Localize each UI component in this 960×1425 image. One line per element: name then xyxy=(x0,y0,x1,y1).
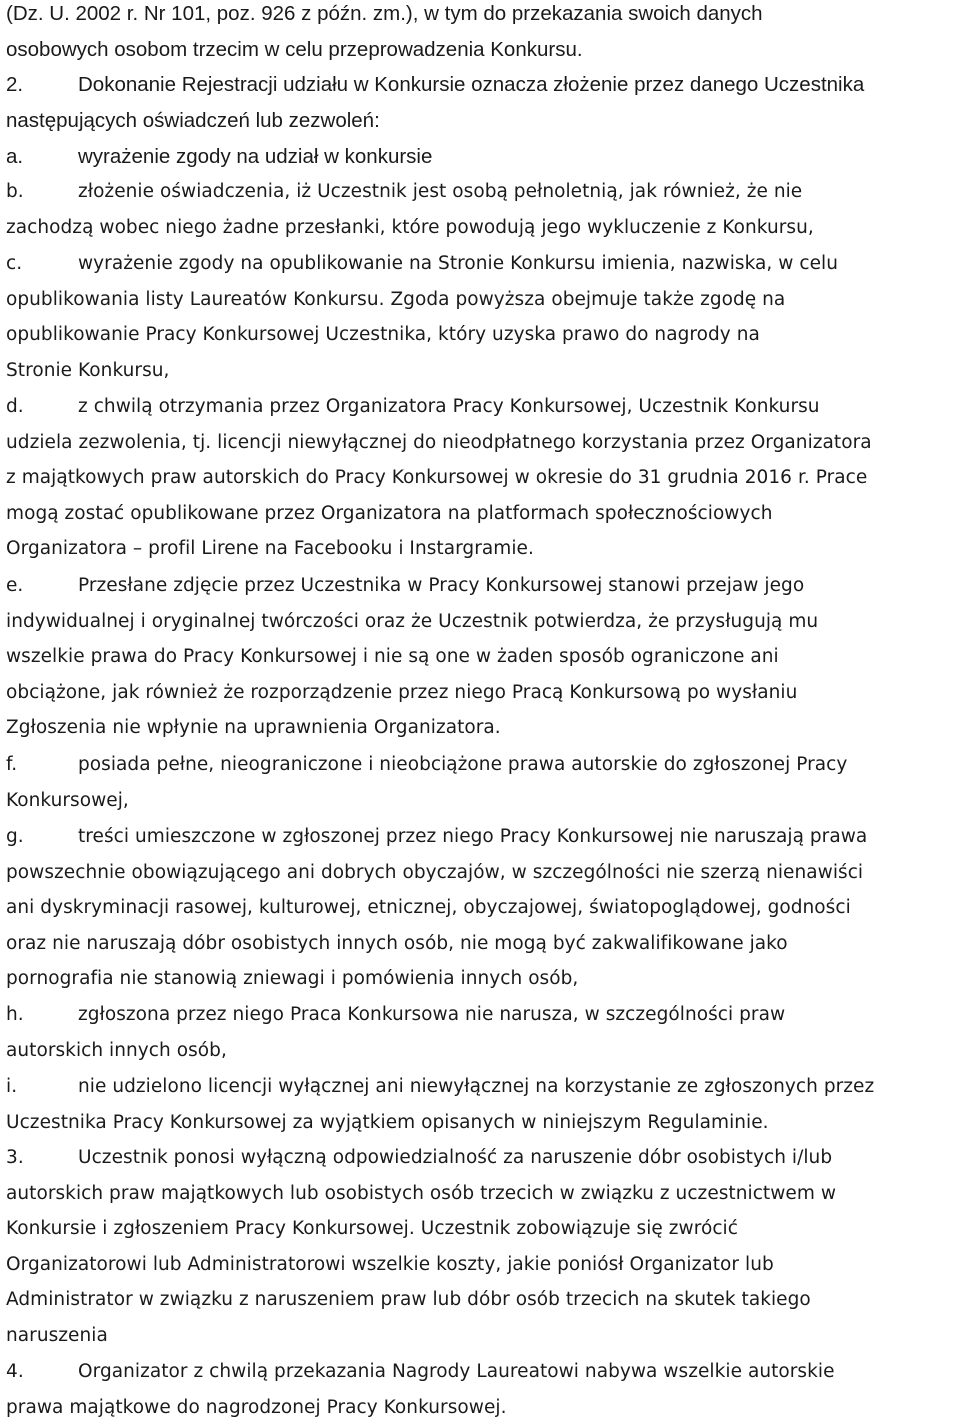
list-marker: e. xyxy=(6,575,24,596)
list-marker: h. xyxy=(6,1004,24,1025)
text-line: prawa majątkowe do nagrodzonej Pracy Konkursowej. xyxy=(6,1396,507,1418)
text-line: opublikowanie Pracy Konkursowej Uczestnika, który uzyska prawo do nagrody na xyxy=(6,324,760,346)
text-line: pornografia nie stanowią zniewagi i pomówienia innych osób, xyxy=(6,968,579,990)
text-line: Uczestnika Pracy Konkursowej za wyjątkiem opisanych w niniejszym Regulaminie. xyxy=(6,1111,769,1133)
list-item-e xyxy=(6,568,952,746)
list-item-b xyxy=(6,174,952,245)
section-number: 4. xyxy=(6,1361,24,1382)
text-line: udziela zezwolenia, tj. licencji niewyłącznej do nieodpłatnego korzystania przez Organizatora xyxy=(6,431,872,453)
section-2 xyxy=(6,67,952,138)
list-marker: g. xyxy=(6,826,24,847)
text-line: obciążone, jak również że rozporządzenie przez niego Pracą Konkursową po wysłaniu xyxy=(6,681,798,703)
text-line: opublikowania listy Laureatów Konkursu. Zgoda powyższa obejmuje także zgodę na xyxy=(6,288,786,310)
list-marker: b. xyxy=(6,181,24,202)
section-3 xyxy=(6,1140,952,1354)
text-line: Konkursie i zgłoszeniem Pracy Konkursowej. Uczestnik zobowiązuje się zwrócić xyxy=(6,1218,738,1240)
text-line: Konkursowej, xyxy=(6,789,129,811)
text-line: Organizator z chwilą przekazania Nagrody Laureatowi nabywa wszelkie autorskie xyxy=(78,1361,835,1382)
text-line: następujących oświadczeń lub zezwoleń: xyxy=(6,108,380,132)
list-item-g xyxy=(6,819,952,997)
text-line: Uczestnik ponosi wyłączną odpowiedzialność za naruszenie dóbr osobistych i/lub xyxy=(78,1147,833,1168)
text-line: złożenie oświadczenia, iż Uczestnik jest osobą pełnoletnią, jak również, że nie xyxy=(78,181,803,202)
text-line: (Dz. U. 2002 r. Nr 101, poz. 926 z późn. zm.), w tym do przekazania swoich danych xyxy=(6,2,763,25)
list-marker: i. xyxy=(6,1076,18,1097)
text-line: Organizatorowi lub Administratorowi wszelkie koszty, jakie poniósł Organizator lub xyxy=(6,1253,774,1275)
text-line: mogą zostać opublikowane przez Organizatora na platformach społecznościowych xyxy=(6,502,773,524)
list-item-f xyxy=(6,747,952,818)
document-page xyxy=(6,0,952,1424)
list-marker: f. xyxy=(6,754,18,775)
section-number: 2. xyxy=(6,73,24,96)
text-line: Administrator w związku z naruszeniem praw lub dóbr osób trzecich na skutek takiego xyxy=(6,1289,811,1311)
text-line: autorskich praw majątkowych lub osobistych osób trzecich w związku z uczestnictwem w xyxy=(6,1182,837,1204)
list-marker: c. xyxy=(6,253,23,274)
intro-paragraph xyxy=(6,0,952,67)
text-line: z majątkowych praw autorskich do Pracy Konkursowej w okresie do 31 grudnia 2016 r. Prace xyxy=(6,467,868,489)
text-line: Dokonanie Rejestracji udziału w Konkursie oznacza złożenie przez danego Uczestnika xyxy=(78,73,865,96)
list-item-a xyxy=(6,139,952,175)
text-line: wyrażenie zgody na opublikowanie na Stronie Konkursu imienia, nazwiska, w celu xyxy=(78,253,839,274)
text-line: naruszenia xyxy=(6,1324,108,1346)
text-line: Zgłoszenia nie wpłynie na uprawnienia Organizatora. xyxy=(6,717,501,739)
text-line: ani dyskryminacji rasowej, kulturowej, etnicznej, obyczajowej, światopoglądowej, godności xyxy=(6,897,851,919)
text-line: Organizatora – profil Lirene na Facebooku i Instargramie. xyxy=(6,538,534,560)
text-line: wyrażenie zgody na udział w konkursie xyxy=(78,145,433,168)
list-marker: d. xyxy=(6,396,24,417)
list-item-d xyxy=(6,389,952,567)
text-line: oraz nie naruszają dóbr osobistych innych osób, nie mogą być zakwalifikowane jako xyxy=(6,932,788,954)
section-number: 3. xyxy=(6,1147,24,1168)
text-line: osobowych osobom trzecim w celu przeprowadzenia Konkursu. xyxy=(6,37,583,61)
list-marker: a. xyxy=(6,145,24,168)
text-line: autorskich innych osób, xyxy=(6,1039,227,1061)
text-line: posiada pełne, nieograniczone i nieobciążone prawa autorskie do zgłoszonej Pracy xyxy=(78,754,848,775)
text-line: treści umieszczone w zgłoszonej przez niego Pracy Konkursowej nie naruszają prawa xyxy=(78,826,868,847)
text-line: nie udzielono licencji wyłącznej ani niewyłącznej na korzystanie ze zgłoszonych przez xyxy=(78,1076,875,1097)
text-line: z chwilą otrzymania przez Organizatora Pracy Konkursowej, Uczestnik Konkursu xyxy=(78,396,820,417)
text-line: Przesłane zdjęcie przez Uczestnika w Pracy Konkursowej stanowi przejaw jego xyxy=(78,575,805,596)
text-line: Stronie Konkursu, xyxy=(6,359,170,381)
text-line: powszechnie obowiązującego ani dobrych obyczajów, w szczególności nie szerzą nienawiści xyxy=(6,861,864,883)
list-item-i xyxy=(6,1069,952,1140)
list-item-c xyxy=(6,246,952,388)
list-item-h xyxy=(6,997,952,1068)
text-line: zachodzą wobec niego żadne przesłanki, które powodują jego wykluczenie z Konkursu, xyxy=(6,216,814,238)
text-line: wszelkie prawa do Pracy Konkursowej i nie są one w żaden sposób ograniczone ani xyxy=(6,646,779,668)
section-4 xyxy=(6,1354,952,1425)
text-line: indywidualnej i oryginalnej twórczości oraz że Uczestnik potwierdza, że przysługują mu xyxy=(6,610,819,632)
text-line: zgłoszona przez niego Praca Konkursowa nie narusza, w szczególności praw xyxy=(78,1004,786,1025)
